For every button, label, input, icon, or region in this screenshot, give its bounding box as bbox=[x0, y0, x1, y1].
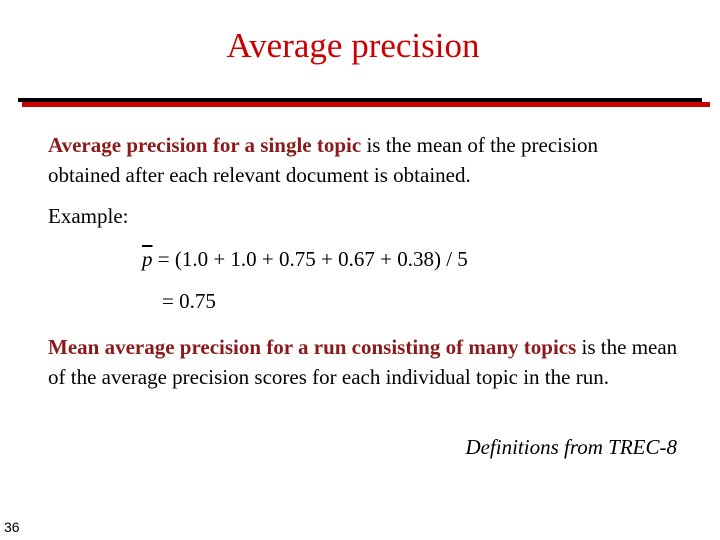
definition-ap-term: Average precision for a single topic bbox=[48, 133, 362, 157]
example-label: Example: bbox=[48, 204, 129, 228]
definition-ap bbox=[48, 130, 658, 190]
title-rule bbox=[18, 98, 702, 102]
definition-ap-text: is the mean of the precision obtained after each relevant document is obtained. bbox=[48, 133, 598, 187]
slide-number: 36 bbox=[4, 519, 20, 535]
definition-map bbox=[48, 332, 688, 392]
formula-symbol: $\overline{p}$ bbox=[142, 247, 153, 271]
definition-map-text: is the mean of the average precision scores for each individual topic in the run. bbox=[48, 335, 678, 389]
example-formula bbox=[142, 244, 468, 274]
definition-map-term: Mean average precision for a run consisting of many topics bbox=[48, 335, 577, 359]
example-result: = 0.75 bbox=[162, 289, 216, 313]
formula-expression: = (1.0 + 1.0 + 0.75 + 0.67 + 0.38) / 5 bbox=[152, 247, 468, 271]
title-rule-shadow bbox=[22, 102, 710, 107]
slide-title: Average precision bbox=[226, 26, 480, 65]
source-citation: Definitions from TREC-8 bbox=[465, 435, 677, 459]
